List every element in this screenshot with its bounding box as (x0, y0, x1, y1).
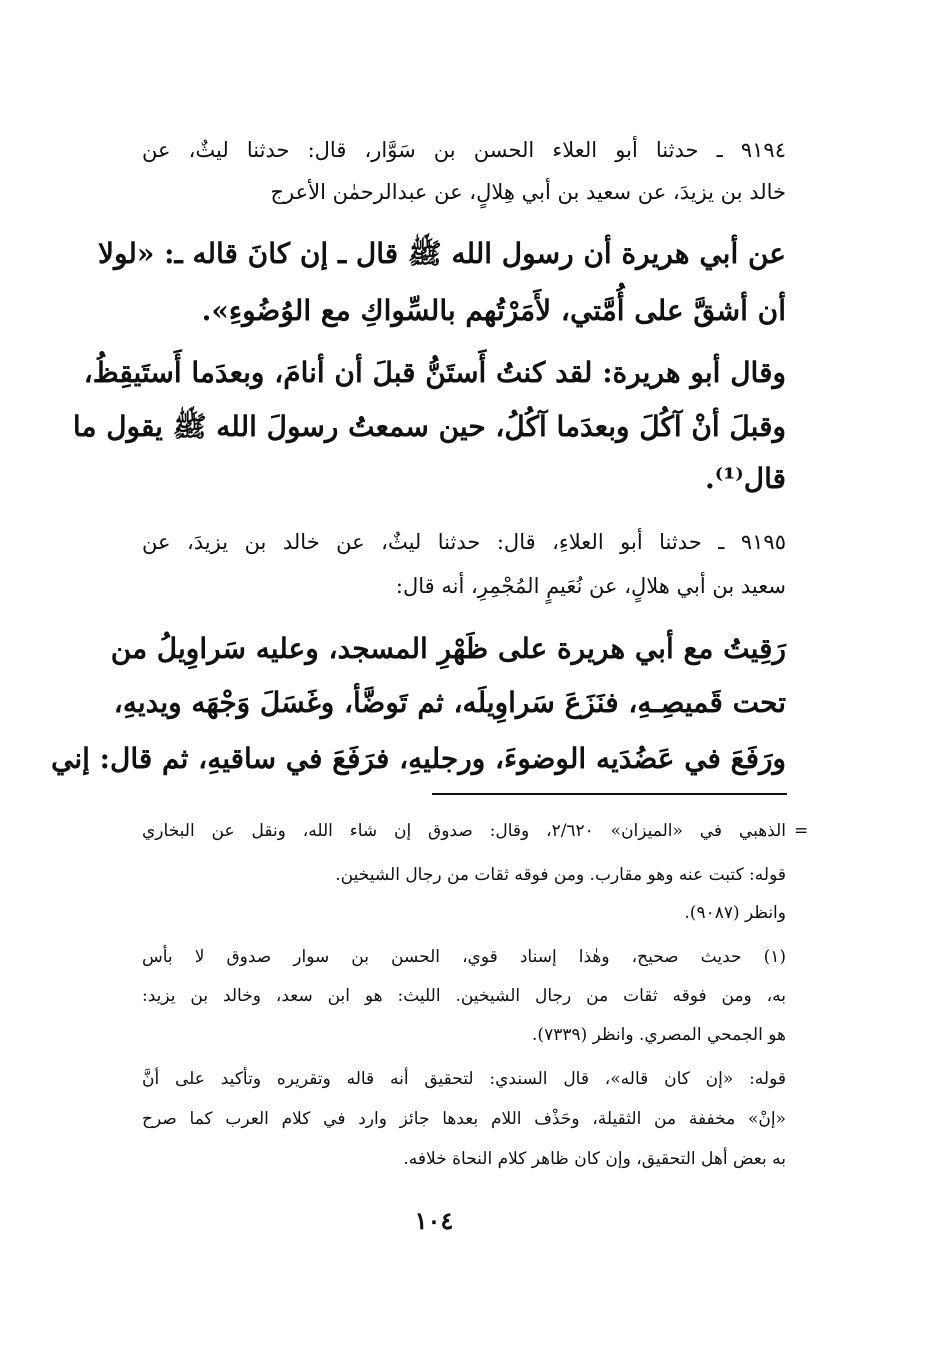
isnad-line-2: خالد بن يزيدَ، عن سعيد بن أبي هِلالٍ، عن عبدالرحمٰن الأعرج (270, 180, 786, 204)
continuation-mark: = (794, 821, 809, 841)
matn-line-2: أن أشقَّ على أُمَّتي، لأَمَرْتُهم بالسِّواكِ مع الوُضُوءِ». (201, 294, 786, 327)
footnote-continued-line-2: قوله: كتبت عنه وهو مقارب. ومن فوقه ثقات من رجال الشيخين. (335, 865, 786, 885)
matn-line-3: ورَفَعَ في عَضُدَيه الوضوءَ، ورجليهِ، فرَفَعَ في ساقيهِ، ثم قال: إني (50, 742, 786, 775)
footnote-2-line-2: «إنْ» مخففة من الثقيلة، وحَذْف اللام بعدها جائز وارد في كلام العرب كما صرح (142, 1109, 786, 1129)
isnad-line-1: ٩١٩٤ ـ حدثنا أبو العلاء الحسن بن سَوَّار، قال: حدثنا ليثٌ، عن (142, 138, 786, 162)
footnote-1-line-3: هو الجمحي المصري. وانظر (٧٣٣٩). (532, 1025, 786, 1045)
footnote-2-line-1: قوله: «إن كان قاله»، قال السندي: لتحقيق أنه قاله وتقريره وتأكيد على أنَّ (142, 1069, 786, 1089)
matn-line-1: رَقِيتُ مع أبي هريرة على ظَهْرِ المسجد، وعليه سَراوِيلُ من (110, 632, 786, 665)
matn-line-4: وقبلَ أنْ آكُلَ وبعدَما آكُلُ، حين سمعتُ رسولَ الله ﷺ يقول ما (72, 410, 786, 443)
isnad-line-2: سعيد بن أبي هلالٍ، عن نُعَيمٍ المُجْمِرِ، أنه قال: (395, 574, 786, 598)
footnote-1-line-2: به، ومن فوقه ثقات من رجال الشيخين. الليث: هو ابن سعد، وخالد بن يزيد: (142, 986, 786, 1006)
footnote-separator (432, 793, 787, 795)
footnote-continued-line-1: الذهبي في «الميزان» ٢/٦٢٠، وقال: صدوق إن شاء الله، ونقل عن البخاري (142, 821, 786, 841)
matn-line-5: قال⁽¹⁾. (705, 462, 786, 495)
matn-line-2: تحت قَميصِـهِ، فنَزَعَ سَراوِيلَه، ثم تَوضَّأ، وغَسَلَ وَجْهَه ويديهِ، (113, 686, 786, 719)
matn-line-1: عن أبي هريرة أن رسول الله ﷺ قال ـ إن كانَ قاله ـ: «لولا (97, 237, 786, 270)
footnote-continued-line-3: وانظر (٩٠٨٧). (684, 903, 786, 923)
footnote-2-line-3: به بعض أهل التحقيق، وإن كان ظاهر كلام النحاة خلافه. (403, 1149, 786, 1169)
isnad-line-1: ٩١٩٥ ـ حدثنا أبو العلاءِ، قال: حدثنا ليثٌ، عن خالد بن يزيدَ، عن (142, 530, 786, 554)
footnote-1-line-1: (١) حديث صحيح، وهٰذا إسناد قوي، الحسن بن سوار صدوق لا بأس (142, 947, 786, 967)
matn-line-3: وقال أبو هريرة: لقد كنتُ أَستَنُّ قبلَ أن أنامَ، وبعدَما أَستَيقِظُ، (83, 356, 786, 389)
page-number: ١٠٤ (414, 1206, 454, 1235)
